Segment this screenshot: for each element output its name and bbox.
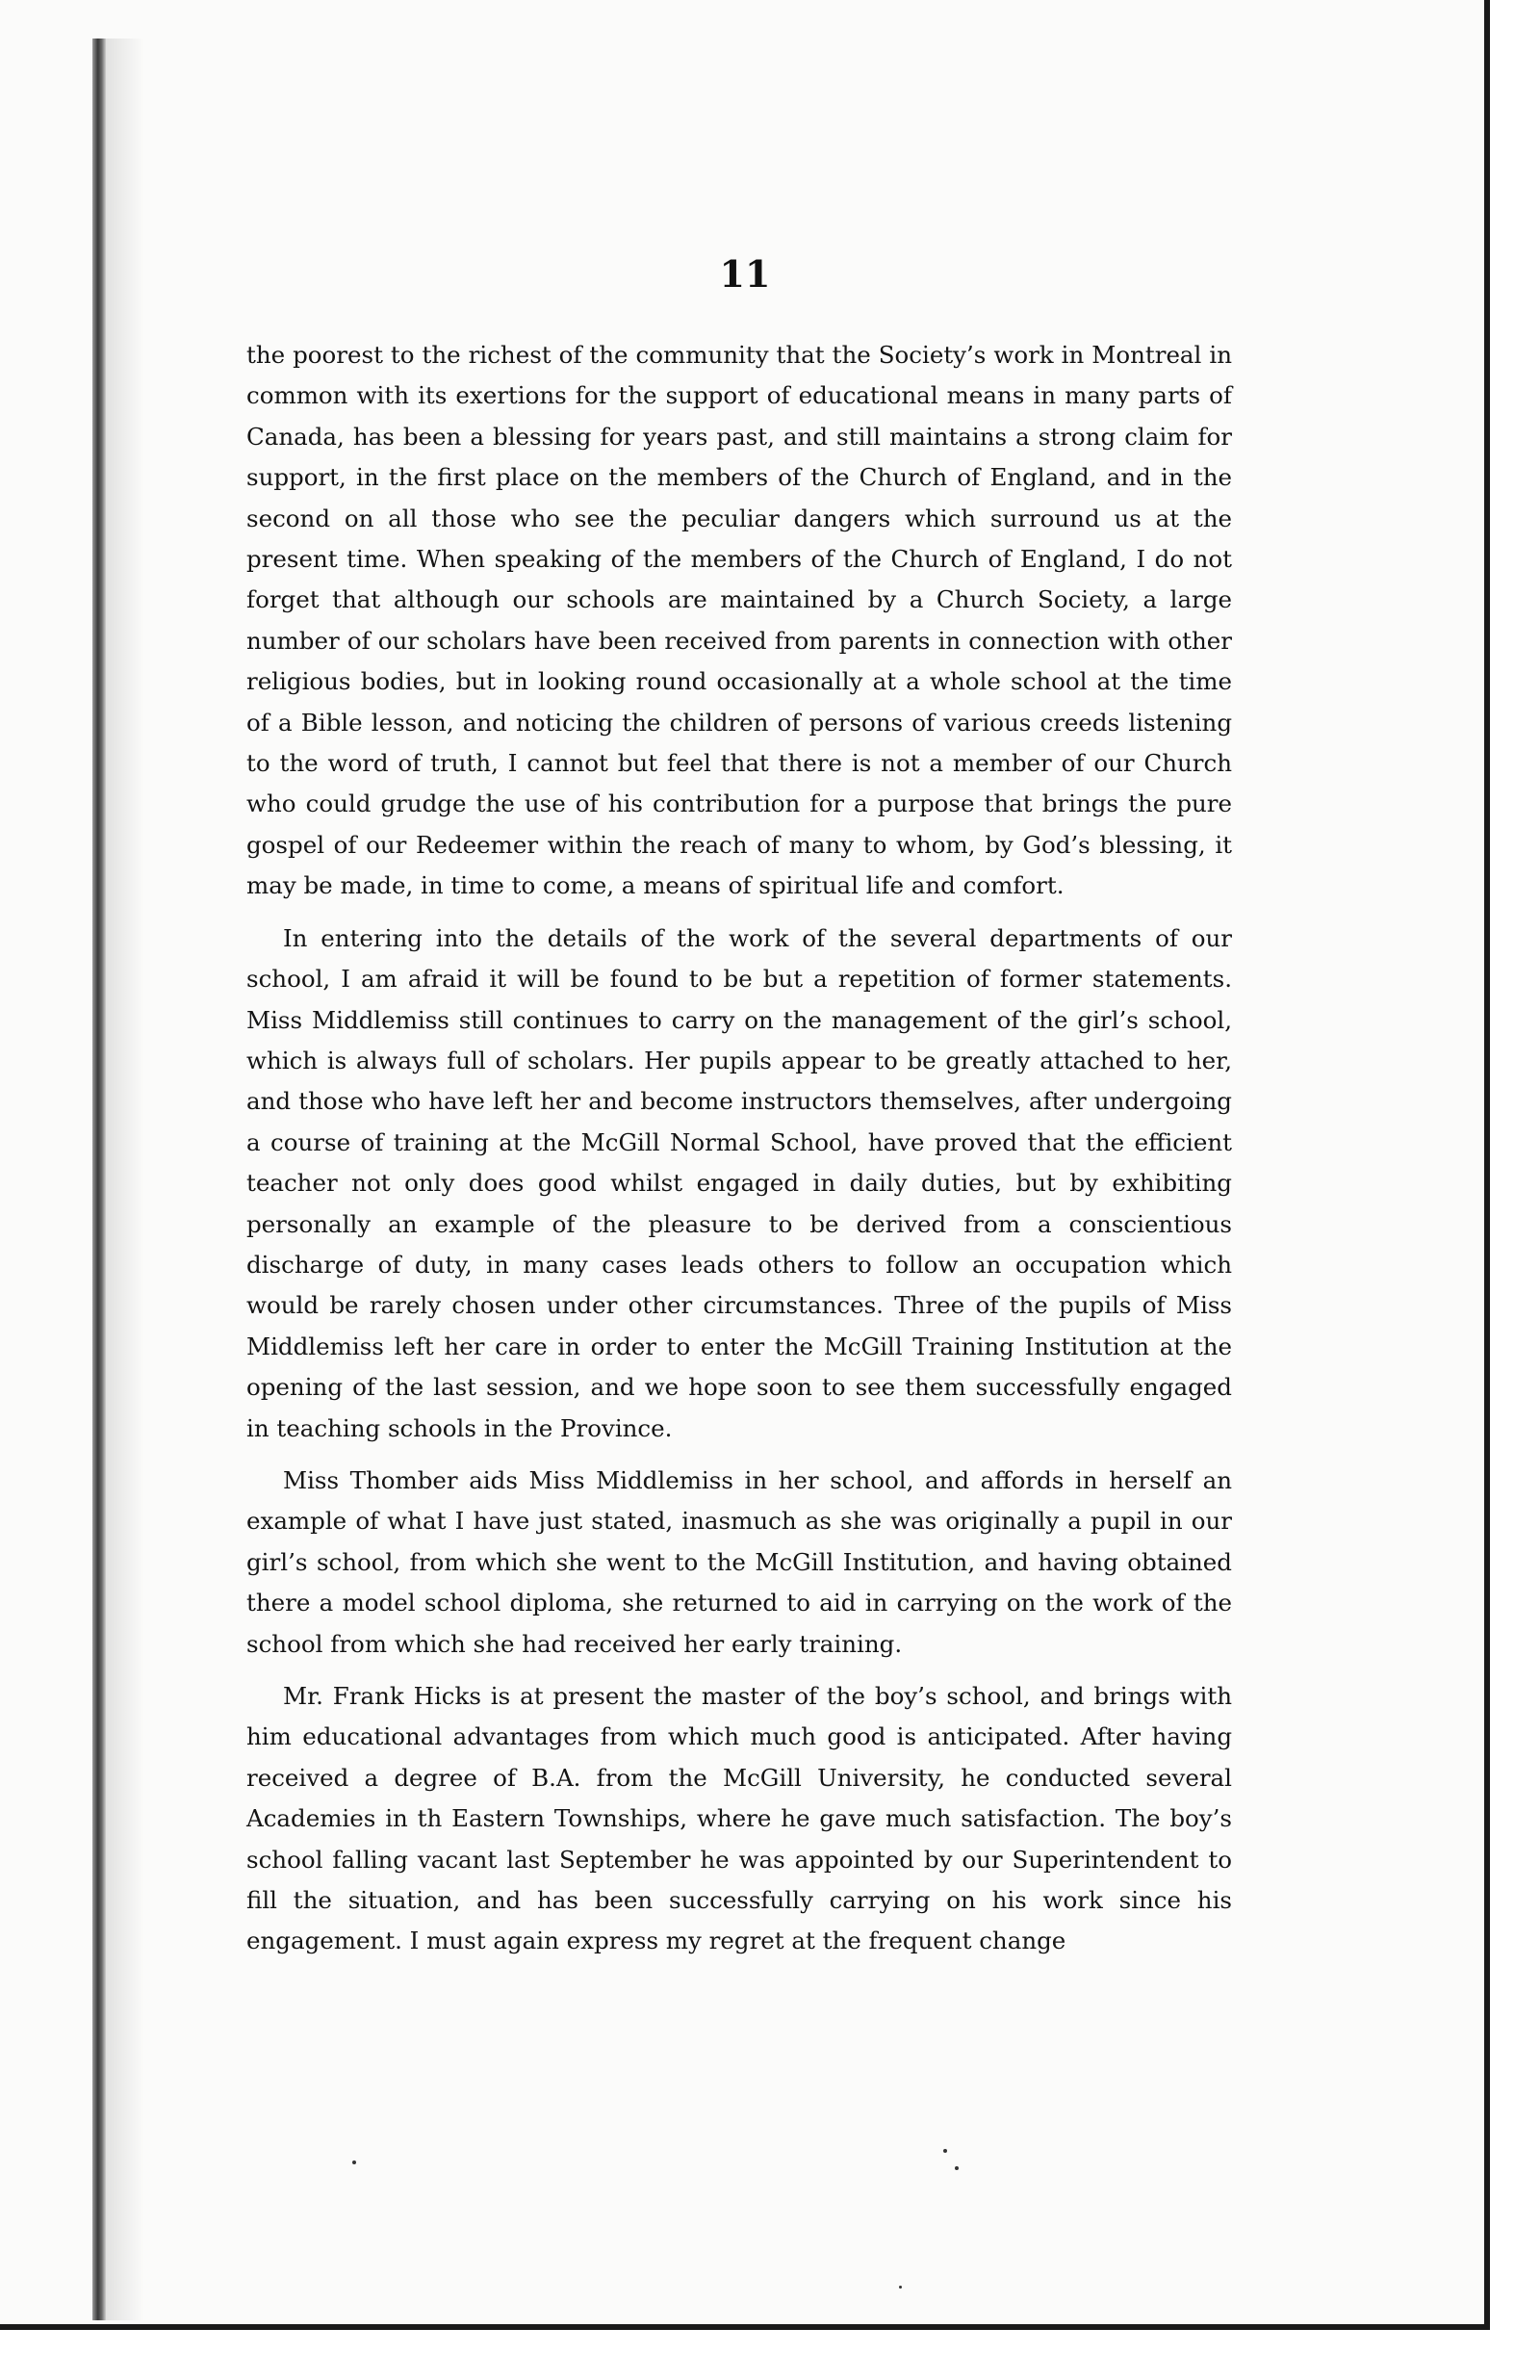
paragraph-4: Mr. Frank Hicks is at present the master of the boy’s school, and brings with him educational advantages from which much good is anticipated. After having received a degree of B.A. from the McGill University, he conducted several Academies in th Eastern Townships, where he gave much satisfaction. The boy’s school falling vacant last September he was appointed by our Superintendent to fill the situation, and has been successfully carrying on his work since his engagement. I must again express my regret at the frequent change bbox=[246, 1682, 1232, 1955]
binding-shadow bbox=[106, 39, 144, 2320]
scan-speck bbox=[943, 2149, 947, 2153]
scan-speck bbox=[352, 2160, 356, 2164]
body-text bbox=[246, 335, 1232, 1974]
paragraph-2: In entering into the details of the work of the several departments of our school, I am afraid it will be found to be but a repetition of former statements. Miss Middlemiss still continues to carry on the management of the girl’s school, which is always full of scholars. Her pupils appear to be greatly attached to her, and those who have left her and become instructors themselves, after undergoing a course of training at the McGill Normal School, have proved that the efficient teacher not only does good whilst engaged in daily duties, but by exhibiting personally an example of the pleasure to be derived from a conscientious discharge of duty, in many cases leads others to follow an occupation which would be rarely chosen under other circumstances. Three of the pupils of Miss Middlemiss left her care in order to enter the McGill Training Institution at the opening of the last session, and we hope soon to see them successfully engaged in teaching schools in the Province. bbox=[246, 923, 1232, 1442]
binding-edge bbox=[92, 39, 106, 2320]
page-number: 11 bbox=[719, 252, 771, 296]
scan-speck bbox=[899, 2286, 902, 2289]
paragraph-1: the poorest to the richest of the community that the Society’s work in Montreal in common with its exertions for the support of educational means in many parts of Canada, has been a blessing for years past, and still maintains a strong claim for support, in the first place on the members of the Church of England, and in the second on all those who see the peculiar dangers which surround us at the present time. When speaking of the members of the Church of England, I do not forget that although our schools are maintained by a Church Society, a large number of our scholars have been received from parents in connection with other religious bodies, but in looking round occasionally at a whole school at the time of a Bible lesson, and noticing the children of persons of various creeds listening to the word of truth, I cannot but feel that there is not a member of our Church who could grudge the use of his contribution for a purpose that brings the pure gospel of our Redeemer within the reach of many to whom, by God’s blessing, it may be made, in time to come, a means of spiritual life and comfort. bbox=[246, 341, 1232, 900]
scan-speck bbox=[955, 2166, 959, 2170]
paragraph-3: Miss Thomber aids Miss Middlemiss in her school, and affords in herself an example of what I have just stated, inasmuch as she was originally a pupil in our girl’s school, from which she went to the McGill Institution, and having obtained there a model school diploma, she returned to aid in carrying on the work of the school from which she had received her early training. bbox=[246, 1465, 1232, 1658]
